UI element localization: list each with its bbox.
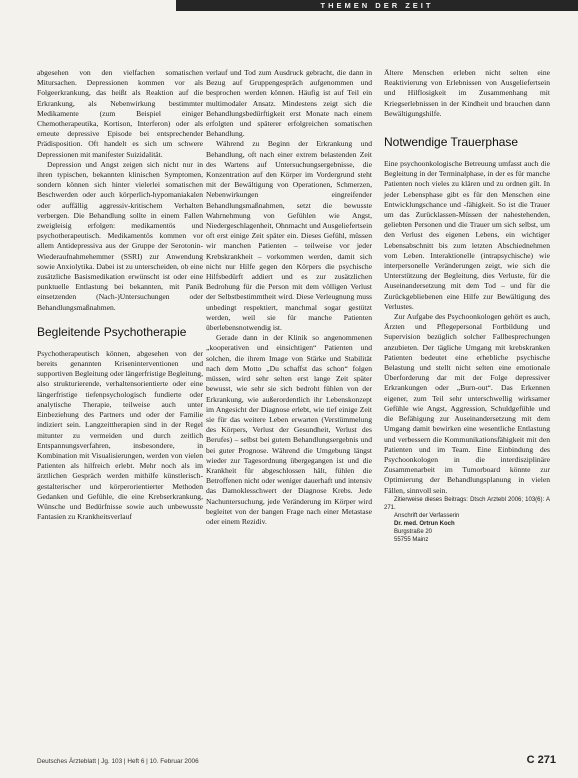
paragraph: Gerade dann in der Klinik so angenommenen „kooperativen und einsichtigen“ Patienten und solchen, die ihrem Image von Stärke und Stabilität nach dem Motto „Du schaffst das schon“ folgen müssen, wird sehr selten erst lange Zeit später bewusst, wie sehr sie sich bedroht fühlen von der Erkrankung, wie außerordentlich ihr Lebenskonzept im Angesicht der Diagnose erlebt, wie tief einige Zeit sie für das weitere Leben erwarten (Verstümmelung des Körpers, Verlust der Gesundheit, Verlust des Berufes) – selbst bei gutem Behandlungsergebnis und bei guter Prognose. Während die Umgebung längst wieder zur Tagesordnung übergegangen ist und die Krankheit für abgeschlossen hält, fühlen die Betroffenen nicht oder weniger dauerhaft und intensiv das Damoklesschwert der Diagnose Krebs. Jede Nachuntersuchung, jede Veränderung im Körper wird begleitet von der bangen Frage nach einer Metastase oder einem Rezidiv.: [206, 333, 372, 526]
paragraph: Während zu Beginn der Erkrankung und Behandlung, oft nach einer extrem belastenden Zeit des Wartens auf Untersuchungsergebnisse, die Konzentration auf den Körper im Vordergrund steht mit der Bewältigung von Operationen, Schmerzen, Nebenwirkungen eingreifender Behandlungsmaßnahmen, setzt die bewusste Wahrnehmung von Gefühlen wie Angst, Niedergeschlagenheit, Ohnmacht und Ausgeliefertsein oft erst einige Zeit später ein. Dieses Gefühl, müssen wir manchen Patienten – teilweise vor jeder Krebskrankheit – vorkommen werden, damit sich nicht nur Hilfe gegen den Körpers die psychische Hilfsbedürft addiert und es zur zusätzlichen Bedrohung für die Person mit dem völligen Verlust der Selbstbestimmtheit wird. Diese Verleugnung muss unbedingt respektiert, manchmal sogar gestützt werden, weil sie für manche Patienten überlebensnotwendig ist.: [206, 139, 372, 333]
paragraph: Ältere Menschen erleben nicht selten eine Reaktivierung von Erlebnissen von Ausgeliefertsein und Hilflosigkeit im Zusammenhang mit Kriegserlebnissen in der Kindheit und brauchen dann Bewältigungshilfe.: [384, 68, 550, 118]
citation-note: Zitierweise dieses Beitrags: Dtsch Arztebl 2006; 103(6): A 271.: [384, 496, 550, 511]
address-label: Anschrift der Verfasserin: [394, 512, 460, 519]
paragraph: abgesehen von den vielfachen somatischen Mitursachen. Depressionen kommen vor als Folgeerkrankung, das heißt als Reaktion auf die Erkrankung, als Nebenwirkung bestimmter Medikamente (zum Beispiel einiger Chemotherapeutika, Kortison, Interferon) oder als erneute depressive Episode bei entsprechender Prädisposition. Oft handelt es sich um schwere Depressionen mit manifester Suizidalität.: [37, 68, 203, 159]
paragraph: Eine psychoonkologische Betreuung umfasst auch die Begleitung in der Terminalphase, in der es für manche Patienten noch vieles zu klären und zu ordnen gilt. In jeder Lebensphase gibt es für den Menschen eine Entwicklungschance und -fähigkeit. So ist die Trauer um das Zurücklassen-Müssen der nahestehenden, geliebten Personen und die Trauer um sich selbst, um den Verlust des eigenen Lebens, ein wichtiger Lebensabschnitt bis zum letzten Abschiednehmen vom Leben. Interaktionelle (intrapsychische) wie interpersonelle Veränderungen zeigt, wie sich die Unterstützung der Begleitung, dies Verluste, für die Auseinandersetzung mit dem Tod – und für die Zurückgebliebenen eine Hilfe zur Bewältigung des Verlustes.: [384, 159, 550, 311]
journal-footer: Deutsches Ärzteblatt | Jg. 103 | Heft 6 | 10. Februar 2006: [37, 758, 199, 765]
subheading: Begleitende Psychotherapie: [37, 324, 187, 339]
text-column-3: [384, 68, 550, 544]
paragraph: Zur Aufgabe des Psychoonkologen gehört es auch, Ärzten und Pflegepersonal Fortbildung und Supervision bezüglich solcher Fallbesprechungen anzubieten. Der tägliche Umgang mit krebskranken Patienten bedeutet eine erhebliche psychische Belastung und stellt nicht selten eine emotionale Überforderung dar mit der Folge depressiver Erkrankungen oder „Burn-out“. Das Erkennen eigener, zum Teil sehr unterschwellig wirksamer Gefühle wie Angst, Aggression, Schuldgefühle und die Befähigung zur Auseinandersetzung mit dem Umgang damit bewirken eine wesentliche Entlastung und verbessern die Kommunikationsfähigkeit mit den Patienten und im Team. Eine Einbindung des Psychoonkologen in die interdisziplinäre Zusammenarbeit im Tumorboard könnte zur Optimierung der Behandlungsplanung in vielen Fällen, sinnvoll sein.: [384, 312, 550, 495]
section-title: THEMEN DER ZEIT: [320, 1, 434, 10]
author-name: Dr. med. Ortrun Koch: [394, 520, 455, 527]
text-column-2: [206, 68, 372, 527]
author-city: 55755 Mainz: [394, 536, 429, 543]
page-number: C 271: [526, 754, 556, 766]
subheading: Notwendige Trauerphase: [384, 135, 519, 150]
paragraph: Psychotherapeutisch können, abgesehen von der bereits genannten Kriseninterventionen und supportiven Begleitung oder längerfristige Begleitung, also strukturierende, verhaltensorientierte oder eine längerfristige tiefenpsychologisch fundierte oder analytische Therapie, teilweise auch unter Einbeziehung des Partners und oder der Familie indiziert sein. Langzeittherapien sind in der Regel mitunter zu vermeiden und durch zeitlich Entspannungsverfahren, insbesondere, in Kombination mit Visualisierungen, werden von vielen Patienten als hilfreich erlebt. Mehr noch als im ärztlichen Gespräch werden mithilfe künstlerisch-gestalterischer und körperorientierter Methoden Gedanken und Gefühle, die eine Krebserkrankung, Wünsche und Bedürfnisse sowie auch unbewusste Fantasien zu Krankheitsverlauf: [37, 348, 203, 522]
text-column-1: [37, 68, 203, 522]
paragraph: verlauf und Tod zum Ausdruck gebracht, die dann in Bezug auf Gruppengespräch aufgenommen und besprochen werden können. Häufig ist auf Teil ein multimodaler Ansatz. Mindestens zeigt sich die Behandlungsbedürftigkeit erst Monate nach einem erfolgten und späterer erfolgreichen somatischen Behandlung.: [206, 68, 372, 139]
section-header-bar: [176, 0, 578, 11]
paragraph: Depression und Angst zeigen sich nicht nur in ihren typischen, bekannten klinischen Symptomen, sondern können sich hinter vielerlei somatischen Beschwerden oder auch körperlich-hypomaniakalen oder auffällig aggressiv-kritischem Verhalten verbergen. Die Behandlung sollte in einem Fallen zweigleisig erfolgen: medikamentös und psychotherapeutisch. Medikamentös kommen vor allem Antidepressiva aus der Gruppe der Serotonin-Wiederaufnahmehemmer (SSRI) zur Anwendung sowie Anxiolytika. Dabei ist zu unterscheiden, ob eine zusätzliche Basismedikation erwünscht ist oder eine punktuelle Entlastung bei bekannten, mit Panik einsetzenden (Nach-)Untersuchungen oder Behandlungsmaßnahmen.: [37, 159, 203, 312]
author-street: Burgstraße 20: [394, 528, 433, 535]
